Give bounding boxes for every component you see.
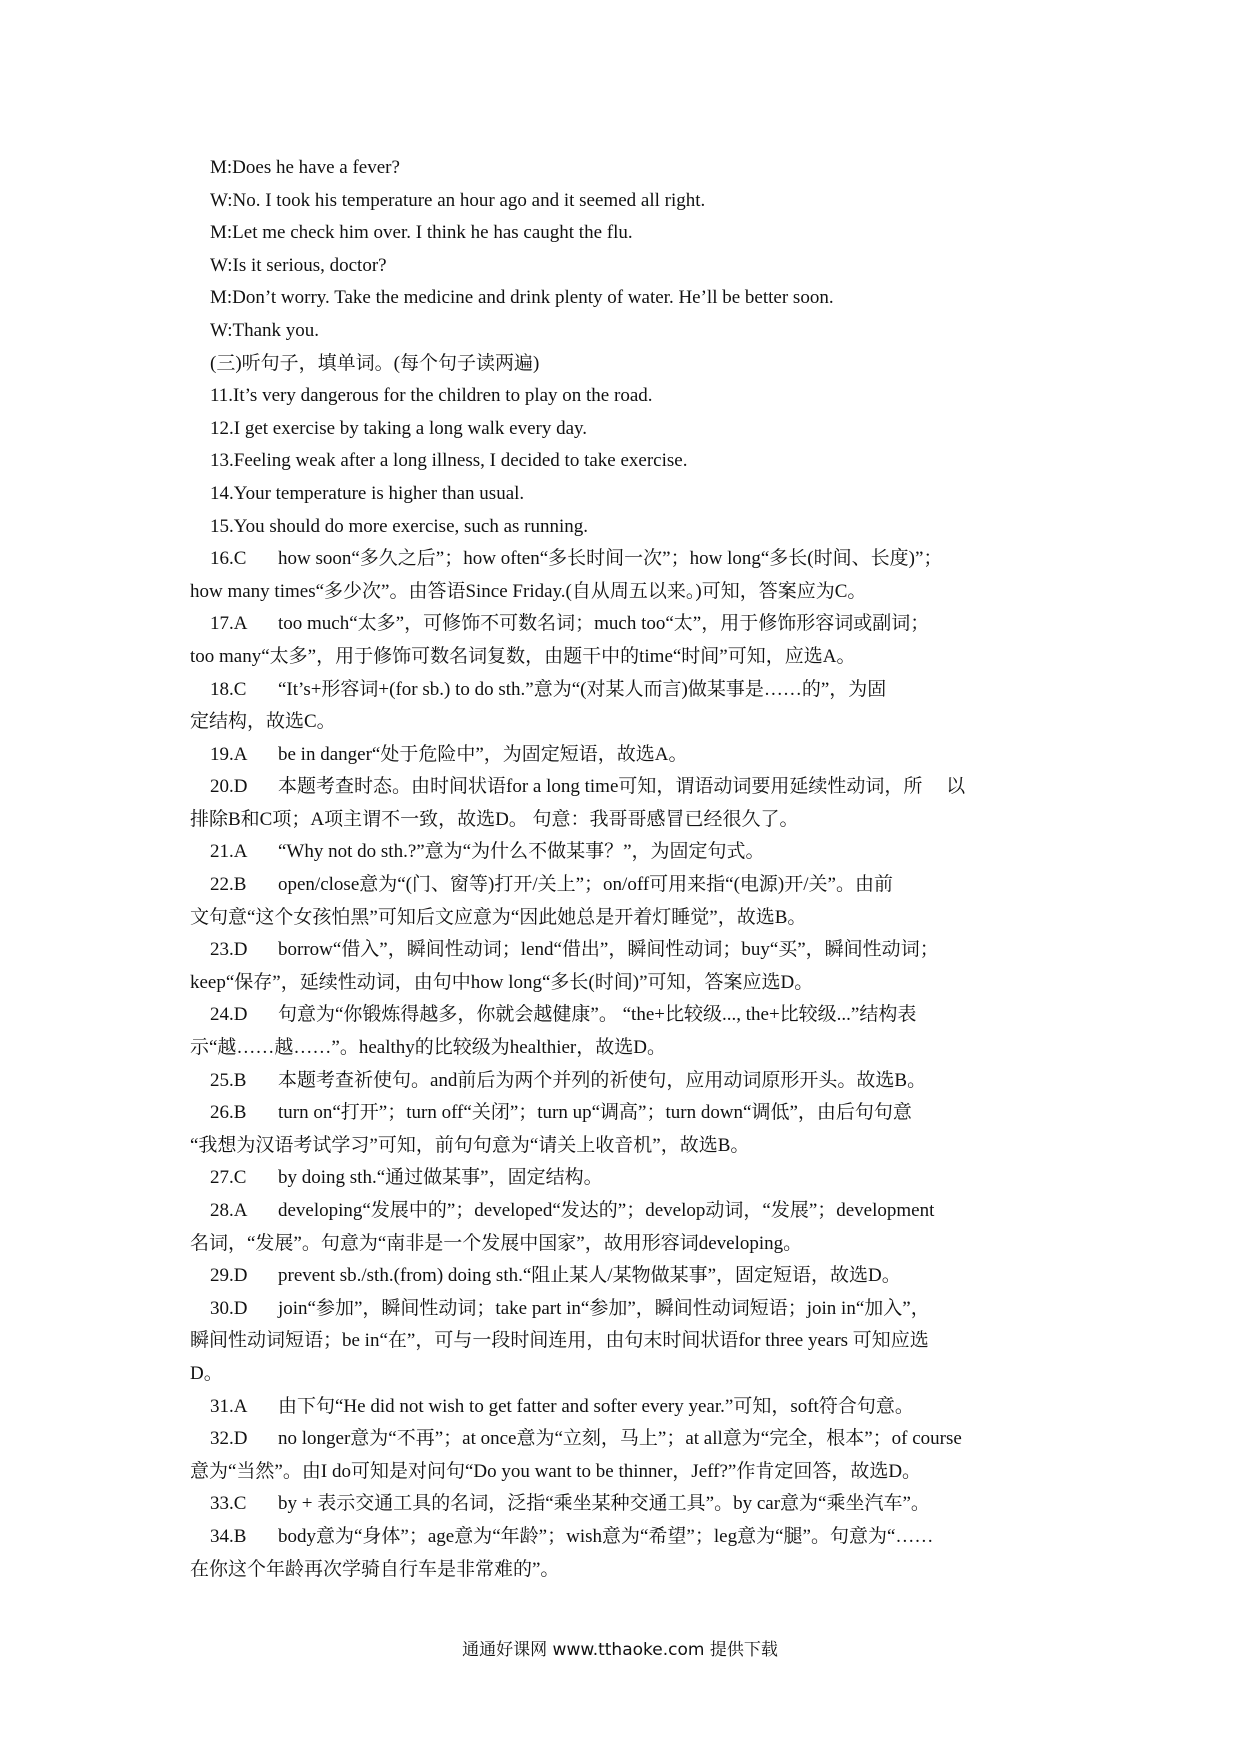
- answer-25: [190, 1065, 1060, 1098]
- dialogue-line: M:Does he have a fever?: [210, 157, 400, 178]
- answer-text: by + 表示交通工具的名词，泛指“乘坐某种交通工具”。by car意为“乘坐汽车”。: [278, 1493, 930, 1515]
- answer-key-content: [190, 152, 1060, 1586]
- answer-16-cont: how many times“多少次”。由答语Since Friday.(自从周五以来。)可知，答案应为C。: [190, 580, 867, 602]
- answer-text: “Why not do sth.?”意为“为什么不做某事？”，为固定句式。: [278, 841, 765, 863]
- answer-number: 19.A: [210, 743, 248, 765]
- sentence-item: 13.Feeling weak after a long illness, I decided to take exercise.: [210, 450, 688, 472]
- answer-number: 31.A: [210, 1395, 248, 1417]
- answer-27: [190, 1162, 1060, 1195]
- answer-number: 23.D: [210, 939, 248, 961]
- answer-23-cont: keep“保存”，延续性动词，由句中how long“多长(时间)”可知，答案应选D。: [190, 971, 814, 993]
- answer-text: no longer意为“不再”；at once意为“立刻，马上”；at all意为“完全，根本”；of course: [278, 1428, 962, 1450]
- dialogue-line: W:No. I took his temperature an hour ago and it seemed all right.: [210, 189, 706, 211]
- dialogue-line: W:Thank you.: [210, 319, 320, 341]
- answer-text: body意为“身体”；age意为“年龄”；wish意为“希望”；leg意为“腿”。句意为“……: [278, 1525, 934, 1547]
- dialogue-line: M:Don’t worry. Take the medicine and drink plenty of water. He’ll be better soon.: [210, 287, 834, 309]
- answer-text: developing“发展中的”；developed“发达的”；develop动词，“发展”；development: [278, 1200, 935, 1221]
- answer-number: 24.D: [210, 1004, 248, 1026]
- answer-16: [190, 543, 1060, 576]
- answer-text: borrow“借入”，瞬间性动词；lend“借出”，瞬间性动词；buy“买”，瞬间性动词；: [278, 939, 939, 961]
- answer-text: 本题考查时态。由时间状语for a long time可知，谓语动词要用延续性动词，所 以: [278, 776, 966, 798]
- answer-26: [190, 1097, 1060, 1130]
- answer-text: by doing sth.“通过做某事”，固定结构。: [278, 1167, 603, 1189]
- answer-29: [190, 1260, 1060, 1293]
- page-footer: 通通好课网 www.tthaoke.com 提供下载: [462, 1640, 778, 1660]
- answer-20: [190, 771, 1060, 804]
- answer-number: 18.C: [210, 678, 247, 700]
- answer-17-cont: too many“太多”，用于修饰可数名词复数，由题干中的time“时间”可知，应选A。: [190, 645, 856, 667]
- answer-30-cont: 瞬间性动词短语；be in“在”，可与一段时间连用，由句末时间状语for three years 可知应选: [190, 1330, 929, 1352]
- answer-number: 26.B: [210, 1102, 247, 1124]
- answer-text: open/close意为“(门、窗等)打开/关上”；on/off可用来指“(电源)开/关”。由前: [278, 874, 893, 896]
- answer-number: 34.B: [210, 1525, 247, 1547]
- answer-number: 28.A: [210, 1200, 248, 1221]
- answer-text: be in danger“处于危险中”，为固定短语，故选A。: [278, 743, 688, 765]
- answer-text: prevent sb./sth.(from) doing sth.“阻止某人/某物做某事”，固定短语，故选D。: [278, 1265, 901, 1287]
- sentence-item: 15.You should do more exercise, such as running.: [210, 515, 589, 537]
- sentence-item: 12.I get exercise by taking a long walk every day.: [210, 417, 588, 439]
- answer-28: [190, 1195, 1060, 1228]
- answer-26-cont: “我想为汉语考试学习”可知，前句句意为“请关上收音机”，故选B。: [190, 1134, 750, 1156]
- dialogue-line: M:Let me check him over. I think he has caught the flu.: [210, 222, 633, 244]
- answer-number: 27.C: [210, 1167, 247, 1189]
- answer-34: [190, 1521, 1060, 1554]
- answer-24-cont: 示“越……越……”。healthy的比较级为healthier，故选D。: [190, 1037, 666, 1059]
- answer-number: 25.B: [210, 1069, 247, 1091]
- answer-23: [190, 934, 1060, 967]
- answer-30: [190, 1293, 1060, 1326]
- sentence-item: 11.It’s very dangerous for the children to play on the road.: [210, 385, 653, 407]
- answer-33: [190, 1488, 1060, 1521]
- answer-text: join“参加”，瞬间性动词；take part in“参加”，瞬间性动词短语；join in“加入”，: [278, 1297, 930, 1319]
- answer-22: [190, 869, 1060, 902]
- answer-34-cont: 在你这个年龄再次学骑自行车是非常难的”。: [190, 1558, 560, 1580]
- answer-20-cont: 排除B和C项；A项主谓不一致，故选D。 句意：我哥哥感冒已经很久了。: [190, 808, 799, 830]
- answer-text: 本题考查祈使句。and前后为两个并列的祈使句，应用动词原形开头。故选B。: [278, 1069, 927, 1091]
- answer-number: 29.D: [210, 1265, 248, 1287]
- answer-19: [190, 739, 1060, 772]
- answer-22-cont: 文句意“这个女孩怕黑”可知后文应意为“因此她总是开着灯睡觉”，故选B。: [190, 906, 807, 928]
- sentence-item: 14.Your temperature is higher than usual.: [210, 482, 525, 504]
- answer-number: 33.C: [210, 1493, 247, 1515]
- answer-18-cont: 定结构，故选C。: [190, 711, 336, 733]
- section-heading: (三)听句子，填单词。(每个句子读两遍): [210, 352, 540, 374]
- answer-text: 由下句“He did not wish to get fatter and softer every year.”可知，soft符合句意。: [278, 1395, 914, 1417]
- answer-number: 17.A: [210, 613, 248, 635]
- answer-31: [190, 1391, 1060, 1424]
- answer-text: how soon“多久之后”；how often“多长时间一次”；how long“多长(时间、长度)”；: [278, 548, 943, 570]
- dialogue-line: W:Is it serious, doctor?: [210, 254, 387, 276]
- answer-32: [190, 1423, 1060, 1456]
- answer-number: 21.A: [210, 841, 248, 863]
- answer-17: [190, 608, 1060, 641]
- answer-32-cont: 意为“当然”。由I do可知是对问句“Do you want to be thinner，Jeff?”作肯定回答，故选D。: [190, 1460, 922, 1482]
- answer-21: [190, 836, 1060, 869]
- answer-number: 30.D: [210, 1297, 248, 1319]
- answer-number: 22.B: [210, 874, 247, 896]
- answer-text: turn on“打开”；turn off“关闭”；turn up“调高”；turn down“调低”，由后句句意: [278, 1102, 912, 1124]
- answer-text: “It’s+形容词+(for sb.) to do sth.”意为“(对某人而言)做某事是……的”，为固: [278, 678, 887, 700]
- answer-24: [190, 999, 1060, 1032]
- answer-28-cont: 名词，“发展”。句意为“南非是一个发展中国家”，故用形容词developing。: [190, 1232, 803, 1254]
- answer-number: 16.C: [210, 548, 247, 570]
- answer-text: 句意为“你锻炼得越多，你就会越健康”。 “the+比较级..., the+比较级...”结构表: [278, 1004, 917, 1026]
- answer-18: [190, 674, 1060, 707]
- answer-text: too much“太多”，可修饰不可数名词；much too“太”，用于修饰形容词或副词；: [278, 613, 930, 635]
- answer-number: 20.D: [210, 776, 248, 798]
- answer-30-cont: D。: [190, 1362, 223, 1384]
- answer-number: 32.D: [210, 1428, 248, 1450]
